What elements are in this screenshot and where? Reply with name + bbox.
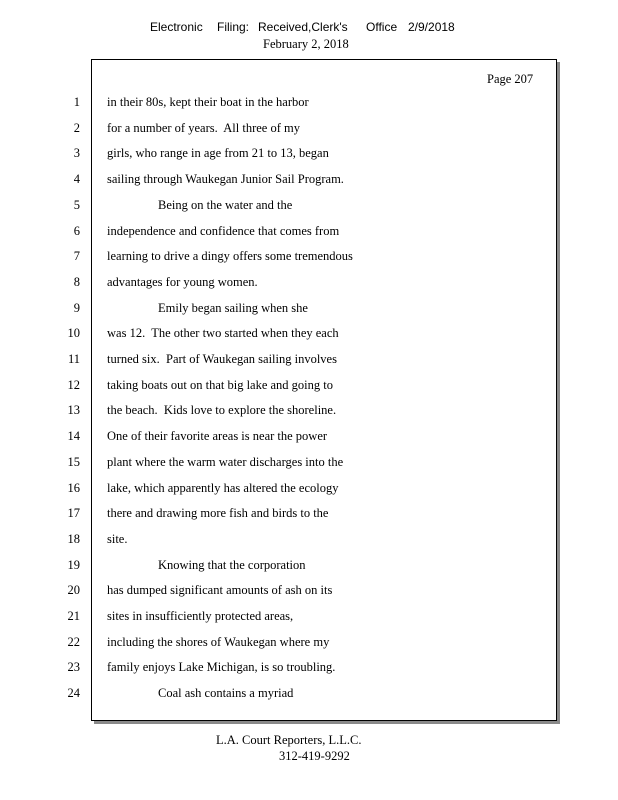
- line-text: Knowing that the corporation: [158, 557, 306, 572]
- line-text: advantages for young women.: [107, 274, 258, 289]
- line-text: turned six. Part of Waukegan sailing involves: [107, 352, 337, 366]
- transcript-line: [0, 378, 618, 398]
- transcript-line: [0, 481, 618, 501]
- transcript-line: [0, 249, 618, 269]
- line-number: 13: [67, 403, 80, 418]
- line-number: 10: [67, 326, 80, 341]
- line-text: independence and confidence that comes from: [107, 223, 340, 238]
- line-number: 16: [67, 480, 80, 495]
- line-text: lake, which apparently has altered the ecology: [107, 480, 339, 495]
- phone-number: 312-419-9292: [279, 749, 350, 763]
- company-name: L.A. Court Reporters, L.L.C.: [216, 733, 362, 747]
- transcript-line: [0, 660, 618, 680]
- line-text: family enjoys Lake Michigan, is so troubling.: [107, 660, 336, 675]
- transcript-line: [0, 301, 618, 321]
- transcript-date: February 2, 2018: [263, 37, 349, 51]
- transcript-line: [0, 224, 618, 244]
- line-text: there and drawing more fish and birds to the: [107, 506, 329, 521]
- transcript-line: [0, 506, 618, 526]
- line-number: 5: [73, 197, 80, 212]
- transcript-line: [0, 532, 618, 552]
- line-number: 4: [73, 172, 80, 187]
- line-text: including the shores of Waukegan where my: [107, 634, 330, 649]
- line-text: in their 80s, kept their boat in the harbor: [107, 95, 309, 109]
- line-number: 12: [67, 377, 80, 392]
- stamp-word-electronic: Electronic: [150, 20, 203, 34]
- line-text: girls, who range in age from 21 to 13, began: [107, 146, 329, 161]
- line-number: 7: [73, 249, 80, 264]
- line-number: 24: [67, 686, 80, 701]
- line-number: 23: [67, 660, 80, 675]
- line-text: Being on the water and the: [158, 197, 293, 212]
- page-number: Page 207: [487, 72, 534, 86]
- line-text: has dumped significant amounts of ash on its: [107, 583, 333, 598]
- line-number: 20: [67, 583, 80, 598]
- transcript-line: [0, 121, 618, 141]
- line-text: sites in insufficiently protected areas,: [107, 609, 294, 623]
- line-number: 14: [67, 429, 80, 444]
- line-text: site.: [107, 531, 128, 546]
- line-number: 11: [67, 352, 80, 366]
- stamp-word-received-clerks: Received,Clerk's: [258, 20, 348, 34]
- transcript-line: [0, 146, 618, 166]
- line-number: 19: [67, 557, 80, 572]
- transcript-line: [0, 635, 618, 655]
- stamp-date: 2/9/2018: [408, 20, 455, 34]
- transcript-line: [0, 352, 618, 372]
- line-text: Emily began sailing when she: [158, 300, 308, 315]
- transcript-line: [0, 558, 618, 578]
- line-number: 3: [73, 146, 80, 161]
- line-number: 15: [67, 454, 80, 469]
- line-number: 9: [73, 300, 80, 315]
- line-text: Coal ash contains a myriad: [158, 686, 294, 701]
- transcript-line: [0, 172, 618, 192]
- line-text: was 12. The other two started when they each: [107, 326, 339, 341]
- transcript-line: [0, 198, 618, 218]
- transcript-line: [0, 429, 618, 449]
- line-number: 2: [73, 120, 80, 135]
- transcript-line: [0, 95, 618, 115]
- line-number: 1: [73, 95, 80, 109]
- transcript-line: [0, 455, 618, 475]
- line-number: 17: [67, 506, 80, 521]
- line-text: the beach. Kids love to explore the shoreline.: [107, 403, 337, 418]
- line-text: taking boats out on that big lake and going to: [107, 377, 334, 392]
- transcript-line: [0, 686, 618, 706]
- line-text: sailing through Waukegan Junior Sail Program.: [107, 172, 344, 187]
- transcript-line: [0, 609, 618, 629]
- transcript-line: [0, 403, 618, 423]
- line-number: 21: [67, 609, 80, 623]
- stamp-word-office: Office: [366, 20, 398, 34]
- transcript-line: [0, 583, 618, 603]
- line-number: 8: [73, 274, 80, 289]
- line-number: 6: [73, 223, 80, 238]
- line-text: for a number of years. All three of my: [107, 120, 300, 135]
- line-text: plant where the warm water discharges into the: [107, 454, 344, 469]
- line-text: One of their favorite areas is near the power: [107, 429, 328, 444]
- transcript-line: [0, 275, 618, 295]
- line-number: 18: [67, 531, 80, 546]
- stamp-word-filing: Filing:: [217, 20, 250, 34]
- line-text: learning to drive a dingy offers some tremendous: [107, 249, 353, 264]
- line-number: 22: [67, 634, 80, 649]
- transcript-line: [0, 326, 618, 346]
